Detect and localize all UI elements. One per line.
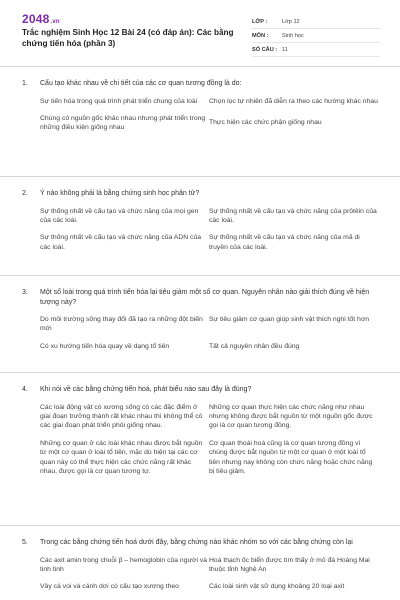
question-text: Trong các bằng chứng tiến hoá dưới đây, bằng chứng nào khác nhóm so với các bằng chứng còn lại bbox=[40, 539, 353, 546]
meta-key: MÔN : bbox=[252, 32, 269, 39]
meta-row-class bbox=[252, 15, 380, 29]
question-number: 5. bbox=[22, 539, 28, 546]
question-text: Khi nói về các bằng chứng tiến hoá, phát biểu nào sau đây là đúng? bbox=[40, 386, 252, 393]
logo-suffix: .vn bbox=[50, 19, 60, 25]
question-2 bbox=[0, 176, 400, 275]
answer-option[interactable]: Các loài động vật có xương sống có các đặc điểm ở giai đoạn trưởng thành rất khác nhau thì không thể có các giai đoạn phát triển phôi giống nhau. bbox=[40, 403, 203, 430]
answer-option[interactable]: Sự thống nhất về cấu tạo và chức năng của mã di truyền của các loài. bbox=[209, 234, 360, 251]
answer-option[interactable]: Có xu hướng tiến hóa quay về dạng tổ tiên bbox=[40, 342, 170, 350]
meta-key: SỐ CÂU : bbox=[252, 46, 278, 53]
answer-option[interactable]: Cơ quan thoái hoá cũng là cơ quan tương đồng vì chúng được bắt nguồn từ một cơ quan ở một loài tổ tiên nhưng nay không còn chức năng hoặc chức năng bị tiêu giảm. bbox=[209, 439, 373, 475]
question-4 bbox=[0, 372, 400, 525]
question-3 bbox=[0, 275, 400, 372]
answer-option[interactable]: Do môi trường sống thay đổi đã tạo ra những đột biến mới bbox=[40, 316, 203, 333]
answer-option[interactable]: Chọn lọc tự nhiên đã diễn ra theo các hướng khác nhau bbox=[209, 97, 378, 105]
question-text: Cấu tạo khác nhau về chi tiết của các cơ quan tương đồng là do: bbox=[40, 80, 242, 87]
question-list bbox=[0, 66, 400, 600]
question-number: 4. bbox=[22, 386, 28, 393]
question-text: Một số loài trong quá trình tiến hóa lại tiêu giảm một số cơ quan. Nguyên nhân nào giải thích đúng về hiện tượng này? bbox=[40, 289, 370, 306]
page-header bbox=[0, 0, 400, 62]
answer-option[interactable]: Tất cả nguyên nhân đều đúng bbox=[209, 342, 300, 350]
meta-row-count bbox=[252, 43, 380, 57]
question-number: 2. bbox=[22, 190, 28, 197]
meta-value: Sinh học bbox=[282, 32, 304, 39]
question-number: 3. bbox=[22, 289, 28, 296]
question-number: 1. bbox=[22, 80, 28, 87]
question-1 bbox=[0, 66, 400, 176]
question-5 bbox=[0, 525, 400, 600]
answer-option[interactable]: Các axit amin trong chuỗi β – hemoglobin của người và tinh tinh bbox=[40, 556, 208, 573]
answer-option[interactable]: Sự tiến hóa trong quá trình phát triển chung của loài bbox=[40, 97, 198, 105]
answer-option[interactable]: Các loài sinh vật sử dụng khoảng 20 loại axit bbox=[209, 583, 345, 591]
answer-option[interactable]: Những cơ quan thực hiện các chức năng như nhau nhưng không được bắt nguồn từ một nguồn gốc được gọi là cơ quan tương đồng. bbox=[209, 403, 373, 430]
answer-option[interactable]: Hoá thạch ốc biển được tìm thấy ở mỏ đá Hoàng Mai thuộc tỉnh Nghệ An bbox=[209, 556, 370, 573]
meta-value: Lớp 12 bbox=[282, 18, 300, 25]
answer-option[interactable]: Sự thống nhất về cấu tạo và chức năng của prôtêin của các loài. bbox=[209, 207, 377, 224]
answer-option[interactable]: Sự tiêu giảm cơ quan giúp sinh vật thích nghi tốt hơn bbox=[209, 316, 370, 323]
answer-option[interactable]: Sự thống nhất về cấu tạo và chức năng của ADN của các loài. bbox=[40, 234, 201, 251]
page-title: Trắc nghiệm Sinh Học 12 Bài 24 (có đáp án): Các bằng chứng tiến hóa (phần 3) bbox=[22, 28, 234, 48]
question-text: Ý nào không phải là bằng chứng sinh học phân tử? bbox=[40, 190, 200, 197]
answer-option[interactable]: Sự thống nhất về cấu tạo và chức năng của mọi gen của các loài. bbox=[40, 207, 199, 224]
meta-row-subject bbox=[252, 29, 380, 43]
logo-text: 2048 bbox=[22, 12, 50, 26]
meta-key: LỚP : bbox=[252, 18, 268, 25]
meta-table bbox=[252, 15, 380, 57]
answer-option[interactable]: Những cơ quan ở các loài khác nhau được bắt nguồn từ một cơ quan ở loài tổ tiên, mặc dù hiện tại các cơ quan này có thể thực hiện các chức năng rất khác nhau, được gọi là cơ quan tương tự. bbox=[40, 439, 203, 475]
meta-value: 11 bbox=[282, 46, 288, 53]
answer-option[interactable]: Thực hiện các chức phận giống nhau bbox=[209, 118, 322, 126]
site-logo[interactable] bbox=[22, 12, 60, 26]
answer-option[interactable]: Vây cá voi và cánh dơi có cấu tạo xương theo bbox=[40, 583, 179, 591]
answer-option[interactable]: Chúng có nguồn gốc khác nhau nhưng phát triển trong những điều kiện giống nhau bbox=[40, 114, 206, 132]
